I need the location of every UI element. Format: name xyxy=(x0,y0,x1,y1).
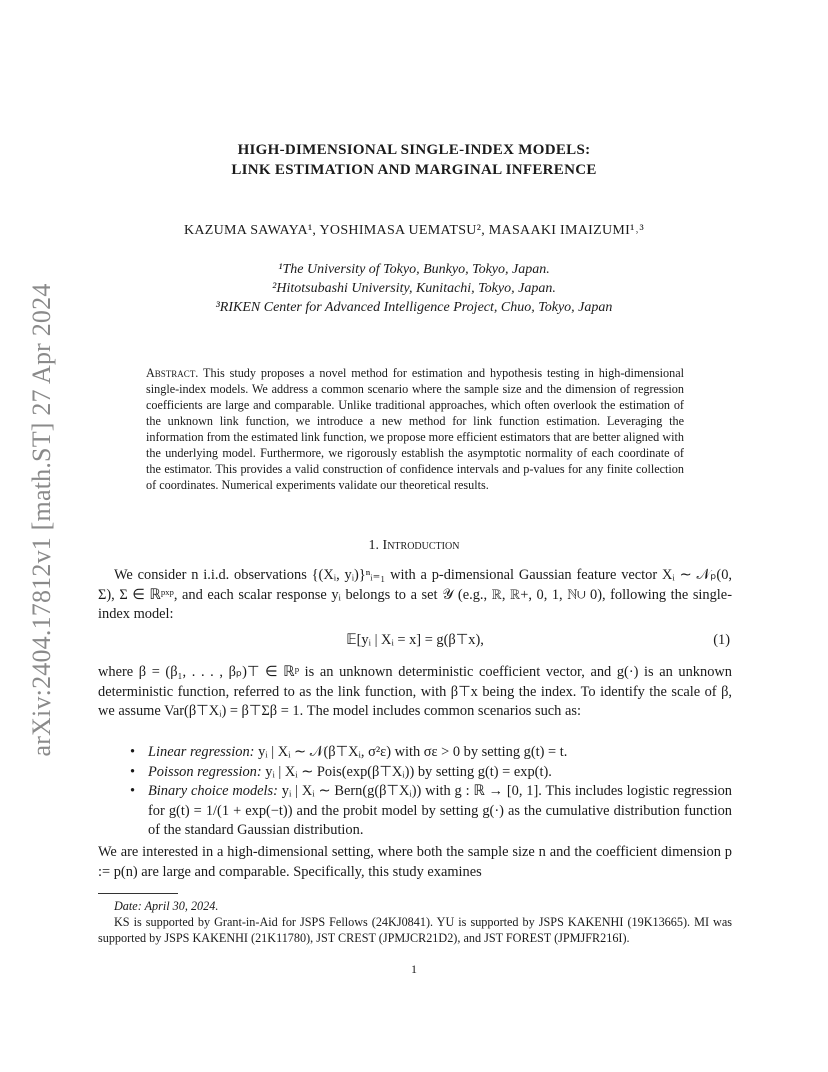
abstract xyxy=(146,365,684,493)
section-number: 1. xyxy=(368,538,380,553)
equation-expression: 𝔼[yᵢ | Xᵢ = x] = g(β⊤x), xyxy=(346,632,484,648)
paper-title xyxy=(98,140,730,180)
abstract-heading: Abstract. xyxy=(146,366,199,380)
scenario-list xyxy=(130,743,732,841)
section-heading xyxy=(98,538,730,554)
affiliation-2: ²Hitotsubashi University, Kunitachi, Tokyo, Japan. xyxy=(272,281,556,296)
footnotes xyxy=(98,898,732,946)
list-item xyxy=(130,763,732,783)
list-item-label: Poisson regression: xyxy=(148,763,262,780)
list-item-text: yᵢ | Xᵢ ∼ Bern(g(β⊤Xᵢ)) with g : ℝ → [0, 1]. This includes logistic regression for g(t) = 1/(1 + exp(−t)) and the probit model by setting g(·) as the cumulative distribution function of the standard Gaussian distribution. xyxy=(148,783,732,839)
footnote-date: Date: April 30, 2024. xyxy=(114,899,219,913)
paragraph-2: where β = (β₁, . . . , βₚ)⊤ ∈ ℝᵖ is an unknown deterministic coefficient vector, and g(·) is an unknown deterministic function, referred to as the link function, with β⊤x being the index. To identify the scale of β, we assume Var(β⊤Xᵢ) = β⊤Σβ = 1. The model includes common scenarios such as: xyxy=(98,664,732,720)
section-title: Introduction xyxy=(382,538,460,553)
abstract-body: This study proposes a novel method for estimation and hypothesis testing in high-dimensional single-index models. We address a common scenario where the sample size and the dimension of regression coefficients are large and comparable. Unlike traditional approaches, which often overlook the estimation of the unknown link function, we introduce a new method for link function estimation. Leveraging the information from the estimated link function, we propose more efficient estimators that are better aligned with the underlying model. Furthermore, we rigorously establish the asymptotic normality of each coordinate of the estimator. This provides a valid construction of confidence intervals and p-values for any finite collection of coordinates. Numerical experiments validate our theoretical results. xyxy=(146,366,685,492)
footnote-funding: KS is supported by Grant-in-Aid for JSPS Fellows (24KJ0841). YU is supported by JSPS KAKENHI (19K13665). MI was supported by JSPS KAKENHI (21K11780), JST CREST (JPMJCR21D2), and JST FOREST (JPMJFR216I). xyxy=(98,915,732,945)
list-item-text: yᵢ | Xᵢ ∼ Pois(exp(β⊤Xᵢ)) by setting g(t) = exp(t). xyxy=(265,763,552,780)
footnote-divider xyxy=(98,893,178,894)
arxiv-identifier-stamp[interactable]: arXiv:2404.17812v1 [math.ST] 27 Apr 2024 xyxy=(27,283,56,757)
bullet-marker: • xyxy=(130,763,136,780)
list-item xyxy=(130,743,732,763)
bullet-marker: • xyxy=(130,744,136,760)
title-line-2: LINK ESTIMATION AND MARGINAL INFERENCE xyxy=(231,162,597,178)
author-list: KAZUMA SAWAYA¹, YOSHIMASA UEMATSU², MASAAKI IMAIZUMI¹˒³ xyxy=(183,223,645,238)
affiliation-3: ³RIKEN Center for Advanced Intelligence Project, Chuo, Tokyo, Japan xyxy=(215,300,613,315)
affiliation-1: ¹The University of Tokyo, Bunkyo, Tokyo, Japan. xyxy=(278,262,550,277)
paragraph-1: We consider n i.i.d. observations {(Xᵢ, yᵢ)}ⁿᵢ₌₁ with a p-dimensional Gaussian feature vector Xᵢ ∼ 𝒩ₚ(0, Σ), Σ ∈ ℝᵖˣᵖ, and each scalar response yᵢ belongs to a set 𝒴 (e.g., ℝ, ℝ+, 0, 1, ℕ∪ 0), following the single-index model: xyxy=(98,567,732,623)
list-item xyxy=(130,782,732,841)
page-number: 1 xyxy=(411,962,417,976)
title-line-1: HIGH-DIMENSIONAL SINGLE-INDEX MODELS: xyxy=(237,142,591,158)
list-item-label: Linear regression: xyxy=(148,744,255,760)
paragraph-3: We are interested in a high-dimensional setting, where both the sample size n and the coefficient dimension p := p(n) are large and comparable. Specifically, this study examines xyxy=(98,844,732,880)
equation-1 xyxy=(98,632,732,654)
equation-number: (1) xyxy=(713,632,730,648)
affiliations xyxy=(98,260,730,317)
list-item-label: Binary choice models: xyxy=(148,783,278,800)
bullet-marker: • xyxy=(130,783,136,800)
list-item-text: yᵢ | Xᵢ ∼ 𝒩(β⊤Xᵢ, σ²ε) with σε > 0 by setting g(t) = t. xyxy=(258,744,568,760)
